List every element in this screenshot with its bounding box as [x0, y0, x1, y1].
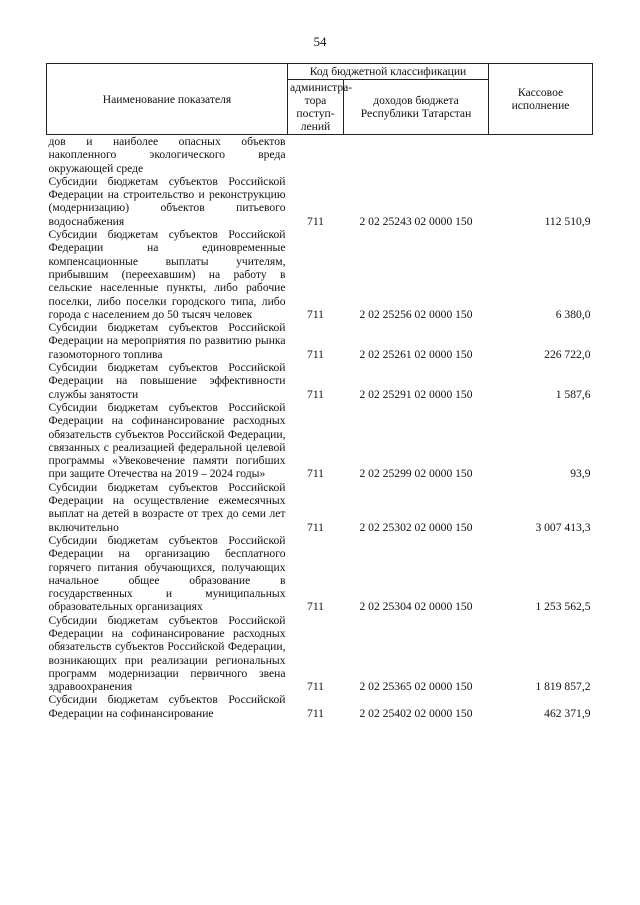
table-row	[47, 481, 593, 534]
table-row	[47, 614, 593, 694]
row-admin-code: 711	[307, 680, 324, 694]
row-admin-code: 711	[307, 706, 324, 720]
row-amount: 226 722,0	[544, 347, 591, 361]
row-amount: 1 587,6	[555, 387, 591, 401]
table-body	[47, 135, 593, 721]
row-income-code: 2 02 25402 02 0000 150	[359, 706, 473, 720]
row-amount: 112 510,9	[544, 214, 591, 228]
row-amount: 1 253 562,5	[535, 600, 591, 614]
table-row	[47, 321, 593, 361]
table-row	[47, 135, 593, 175]
row-income-code: 2 02 25261 02 0000 150	[359, 347, 473, 361]
row-name: Субсидии бюджетам субъектов Российской Федерации на организацию бесплатного горячего питания обучающихся, получающих начальное общее образование в государственных и муниципальных образовательных организациях	[48, 533, 286, 614]
row-income-code: 2 02 25243 02 0000 150	[359, 214, 473, 228]
row-income-code: 2 02 25299 02 0000 150	[359, 467, 473, 481]
header-cash-execution: Кассовое исполнение	[489, 64, 593, 135]
row-admin-code: 711	[307, 214, 324, 228]
row-name: Субсидии бюджетам субъектов Российской Федерации на единовременные компенсационные выплаты учителям, прибывшим (переехавшим) на работу в сельские населенные пункты, либо рабочие поселки, либо поселки городского типа, либо города с населением до 50 тысяч человек	[48, 228, 286, 321]
row-admin-code: 711	[307, 307, 324, 321]
page-number: 54	[313, 34, 327, 49]
row-amount: 1 819 857,2	[535, 680, 591, 694]
header-revenue-administrator: администра-тора поступ-лений	[288, 80, 344, 135]
row-name: Субсидии бюджетам субъектов Российской Федерации на софинансирование расходных обязательств субъектов Российской Федерации, возникающих при реализации региональных программ модернизации первичного звена здравоохранения	[48, 613, 286, 694]
budget-table	[46, 63, 593, 720]
header-classification-code: Код бюджетной классификации	[288, 64, 489, 80]
table-row	[47, 693, 593, 720]
row-admin-code: 711	[307, 520, 324, 534]
row-admin-code: 711	[307, 467, 324, 481]
row-amount: 6 380,0	[555, 307, 591, 321]
row-income-code	[344, 135, 489, 175]
row-amount: 93,9	[570, 467, 591, 481]
row-amount: 462 371,9	[544, 706, 591, 720]
table-header	[47, 64, 593, 135]
row-income-code: 2 02 25304 02 0000 150	[359, 600, 473, 614]
row-income-code: 2 02 25365 02 0000 150	[359, 680, 473, 694]
header-indicator-name: Наименование показателя	[47, 64, 288, 135]
row-admin-code: 711	[307, 600, 324, 614]
row-name: Субсидии бюджетам субъектов Российской Федерации на софинансирование	[48, 693, 286, 720]
table-row	[47, 175, 593, 228]
row-name: Субсидии бюджетам субъектов Российской Федерации на повышение эффективности службы занятости	[48, 361, 286, 401]
table-row	[47, 361, 593, 401]
row-admin-code: 711	[307, 387, 324, 401]
row-name: Субсидии бюджетам субъектов Российской Федерации на осуществление ежемесячных выплат на детей в возрасте от трех до семи лет включительно	[48, 480, 286, 534]
table-row	[47, 401, 593, 481]
row-name: дов и наиболее опасных объектов накопленного экологического вреда окружающей среде	[48, 135, 286, 175]
row-amount: 3 007 413,3	[535, 520, 591, 534]
table-row	[47, 228, 593, 321]
row-name: Субсидии бюджетам субъектов Российской Федерации на софинансирование расходных обязательств субъектов Российской Федерации, связанных с реализацией федеральной целевой программы «Увековечение памяти погибших при защите Отечества на 2019 – 2024 годы»	[48, 400, 286, 481]
row-income-code: 2 02 25256 02 0000 150	[359, 307, 473, 321]
header-republic-budget-income: доходов бюджета Республики Татарстан	[344, 80, 489, 135]
row-income-code: 2 02 25291 02 0000 150	[359, 387, 473, 401]
row-admin-code	[288, 135, 344, 175]
row-admin-code: 711	[307, 347, 324, 361]
row-income-code: 2 02 25302 02 0000 150	[359, 520, 473, 534]
table-row	[47, 534, 593, 614]
row-name: Субсидии бюджетам субъектов Российской Федерации на строительство и реконструкцию (модернизацию) объектов питьевого водоснабжения	[48, 174, 286, 228]
row-amount	[489, 135, 593, 175]
row-name: Субсидии бюджетам субъектов Российской Федерации на мероприятия по развитию рынка газомоторного топлива	[48, 321, 286, 361]
